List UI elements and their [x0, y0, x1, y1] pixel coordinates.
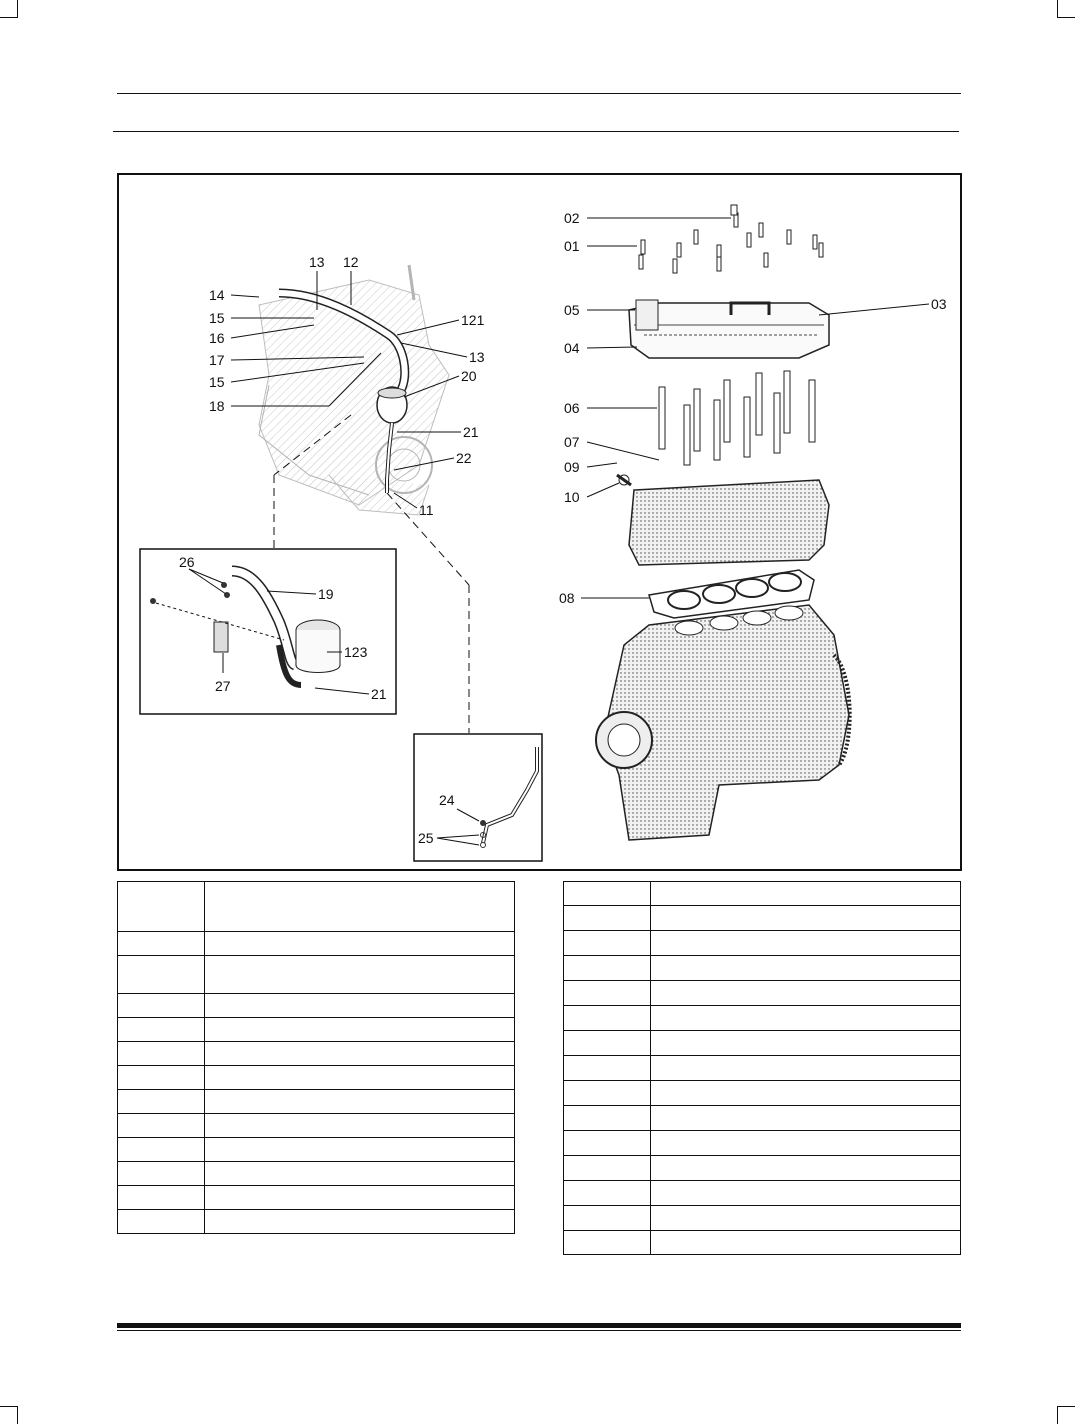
table-cell	[118, 1066, 205, 1090]
table-row	[564, 1006, 961, 1031]
table-cell	[651, 1056, 961, 1081]
callout-27: 27	[215, 678, 231, 694]
table-row	[118, 956, 515, 994]
callout-13a: 13	[309, 254, 325, 270]
head-bolts	[659, 371, 815, 465]
table-cell	[205, 1042, 515, 1066]
table-cell	[118, 1042, 205, 1066]
parts-table-right	[563, 881, 961, 1255]
table-cell	[651, 931, 961, 956]
table-cell	[205, 1018, 515, 1042]
table-row	[564, 956, 961, 981]
table-row	[564, 1206, 961, 1231]
table-cell	[564, 882, 651, 906]
table-cell	[651, 981, 961, 1006]
table-cell	[205, 1162, 515, 1186]
callout-22: 22	[456, 450, 472, 466]
callout-19: 19	[318, 586, 334, 602]
table-row	[118, 1066, 515, 1090]
table-cell	[118, 1090, 205, 1114]
table-cell	[118, 1138, 205, 1162]
callout-09: 09	[564, 459, 580, 475]
table-cell	[651, 1031, 961, 1056]
table-cell	[118, 932, 205, 956]
callout-05: 05	[564, 302, 580, 318]
valve-cover	[629, 300, 829, 358]
table-cell	[118, 1186, 205, 1210]
table-cell	[564, 1006, 651, 1031]
callout-02: 02	[564, 210, 580, 226]
table-cell	[118, 956, 205, 994]
table-cell	[564, 981, 651, 1006]
table-cell	[651, 1106, 961, 1131]
table-cell	[651, 1081, 961, 1106]
callout-24: 24	[439, 792, 455, 808]
table-row	[118, 1186, 515, 1210]
table-cell	[651, 906, 961, 931]
callout-21: 21	[463, 424, 479, 440]
table-cell	[205, 1210, 515, 1234]
callout-26: 26	[179, 554, 195, 570]
table-cell	[564, 1231, 651, 1255]
callout-15b: 15	[209, 374, 225, 390]
table-cell	[651, 1156, 961, 1181]
table-cell	[118, 1162, 205, 1186]
table-cell	[205, 1066, 515, 1090]
footer-rule-thick	[117, 1323, 961, 1328]
engine-block	[596, 605, 850, 840]
table-cell	[564, 1056, 651, 1081]
parts-table-left	[117, 881, 515, 1234]
engine-assembly-left	[259, 265, 449, 515]
table-cell	[564, 1031, 651, 1056]
crop-mark-bottom-left	[0, 1406, 18, 1424]
callout-25: 25	[418, 830, 434, 846]
table-row	[118, 882, 515, 932]
callout-08: 08	[559, 590, 575, 606]
exploded-view-figure	[117, 173, 962, 871]
table-cell	[118, 1018, 205, 1042]
table-cell	[651, 1006, 961, 1031]
table-row	[564, 1131, 961, 1156]
table-row	[118, 1090, 515, 1114]
callout-18: 18	[209, 398, 225, 414]
callout-121: 121	[461, 312, 485, 328]
table-row	[118, 1042, 515, 1066]
table-cell	[564, 1081, 651, 1106]
table-row	[564, 931, 961, 956]
callout-14: 14	[209, 287, 225, 303]
table-cell	[651, 1181, 961, 1206]
table-cell	[118, 1114, 205, 1138]
table-cell	[651, 1231, 961, 1255]
table-row	[564, 1181, 961, 1206]
table-cell	[205, 932, 515, 956]
table-cell	[205, 1186, 515, 1210]
table-cell	[118, 1210, 205, 1234]
header-rule-bottom	[113, 131, 959, 132]
table-cell	[651, 1206, 961, 1231]
cylinder-head	[617, 475, 829, 565]
callout-15a: 15	[209, 310, 225, 326]
table-row	[118, 994, 515, 1018]
callout-03: 03	[931, 296, 947, 312]
table-cell	[564, 1106, 651, 1131]
table-row	[118, 1138, 515, 1162]
header-rule-top	[117, 93, 961, 94]
table-cell	[205, 1138, 515, 1162]
table-cell	[564, 1131, 651, 1156]
callout-12: 12	[343, 254, 359, 270]
table-row	[564, 1231, 961, 1255]
table-row	[564, 981, 961, 1006]
callout-13b: 13	[469, 349, 485, 365]
table-cell	[564, 1181, 651, 1206]
table-row	[118, 1018, 515, 1042]
callout-04: 04	[564, 340, 580, 356]
table-cell	[118, 882, 205, 932]
crop-mark-top-right	[1057, 0, 1075, 18]
table-row	[564, 1056, 961, 1081]
crop-mark-bottom-right	[1057, 1406, 1075, 1424]
table-row	[564, 906, 961, 931]
callout-16: 16	[209, 330, 225, 346]
callout-21-inset: 21	[371, 686, 387, 702]
inset-dipstick	[414, 734, 542, 861]
footer-rule-thin	[117, 1330, 961, 1331]
inset-breather-assembly	[140, 549, 396, 714]
callout-06: 06	[564, 400, 580, 416]
table-row	[564, 1031, 961, 1056]
crop-mark-top-left	[0, 0, 18, 18]
table-cell	[205, 1114, 515, 1138]
callout-17: 17	[209, 352, 225, 368]
table-row	[564, 882, 961, 906]
callout-123: 123	[344, 644, 368, 660]
table-cell	[205, 882, 515, 932]
table-cell	[564, 1156, 651, 1181]
table-row	[118, 1162, 515, 1186]
table-cell	[651, 882, 961, 906]
table-cell	[564, 931, 651, 956]
table-row	[564, 1081, 961, 1106]
table-cell	[205, 994, 515, 1018]
table-row	[118, 1114, 515, 1138]
table-cell	[118, 994, 205, 1018]
callout-20: 20	[461, 368, 477, 384]
valve-cover-bolts	[639, 205, 823, 273]
table-cell	[651, 1131, 961, 1156]
table-row	[118, 1210, 515, 1234]
table-row	[564, 1156, 961, 1181]
table-cell	[205, 956, 515, 994]
table-cell	[564, 956, 651, 981]
table-cell	[564, 1206, 651, 1231]
table-cell	[651, 956, 961, 981]
callout-10: 10	[564, 489, 580, 505]
table-row	[118, 932, 515, 956]
table-row	[564, 1106, 961, 1131]
callout-07: 07	[564, 434, 580, 450]
callout-01: 01	[564, 238, 580, 254]
callout-11: 11	[419, 502, 434, 518]
exploded-view-drawing	[119, 175, 964, 873]
table-cell	[564, 906, 651, 931]
table-cell	[205, 1090, 515, 1114]
